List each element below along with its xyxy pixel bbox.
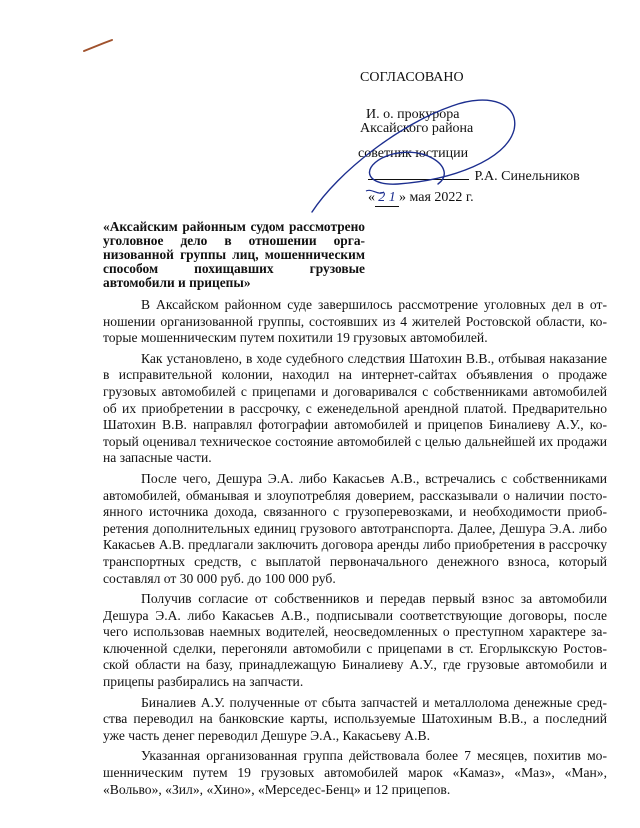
approval-signature-row <box>368 169 580 185</box>
paragraph: Как установлено, в ходе судебного следствия Шатохин В.В., отбывая наказание в исправительной колонии, находил на интернет-сайтах объявления о продаже грузовых автомобилей с прицепами и договаривался с собственниками автомобилей об их приобретении в рассрочку, с еженедельной арендной платой. Предварительно Шатохин В.В. направлял фотографии автомобилей и прицепов Биналиеву А.У., который оценивал техническое состояние автомобилей с целью дальнейшей их продажи на запасные части. <box>103 350 607 466</box>
paragraph: Получив согласие от собственников и передав первый взнос за автомобили Дешура Э.А. либо Какасьев А.В., подписывали соответствующие договоры, после чего использовав наемных водителей, неосведомленных о преступном характере заключенной сделки, перегоняли автомобили с прицепами в ст. Егорлыкскую Ростовской области на базу, принадлежащую Биналиеву А.У., где грузовые автомобили и прицепы разбирались на запчасти. <box>103 591 607 690</box>
date-rest: » мая 2022 г. <box>399 190 474 205</box>
signature-line <box>368 169 469 180</box>
article-body <box>103 297 607 802</box>
date-day: 2 1 <box>375 190 399 207</box>
approval-rank: советник юстиции <box>358 146 469 161</box>
approval-position-line2: Аксайского района <box>360 121 474 136</box>
date-open-quote: « <box>368 190 375 205</box>
paragraph: В Аксайском районном суде завершилось рассмотрение уголовных дел в отношении организованной группы, состоявших из 4 жителей Ростовской области, которые мошенническим путем похитили 19 грузовых автомобилей. <box>103 297 607 346</box>
article-title: «Аксайским районным судом рассмотрено уголовное дело в отношении организованной группы лиц, мошенническим способом похищавших грузовые автомобили и прицепы» <box>103 219 365 290</box>
approval-header: СОГЛАСОВАНО <box>360 70 464 85</box>
approval-date <box>368 190 474 207</box>
approval-signer: Р.А. Синельников <box>474 169 580 184</box>
paragraph: Указанная организованная группа действовала более 7 месяцев, похитив мошенническим путем 19 грузовых автомобилей марок «Камаз», «Маз», «Ман», «Вольво», «Зил», «Хино», «Мерседес-Бенц» и 12 прицепов. <box>103 748 607 797</box>
paragraph: После чего, Дешура Э.А. либо Какасьев А.В., встречались с собственниками автомобилей, обманывая и злоупотребляя доверием, рассказывали о наличии постоянного источника дохода, связанного с грузоперевозками, и необходимости приобретения дополнительных единиц грузового автотранспорта. Далее, Дешура Э.А. либо Какасьев А.В. предлагали заключить договора аренды либо приобретения в рассрочку транспортных средств, с выплатой первоначального денежного взноса, который составлял от 30 000 руб. до 100 000 руб. <box>103 470 607 586</box>
paragraph: Биналиев А.У. полученные от сбыта запчастей и металлолома денежные средства переводил на банковские карты, используемые Шатохиным В.В., а последний уже часть денег переводил Дешуре Э.А., Какасьеву А.В. <box>103 694 607 743</box>
approval-position-line1: И. о. прокурора <box>366 107 460 122</box>
